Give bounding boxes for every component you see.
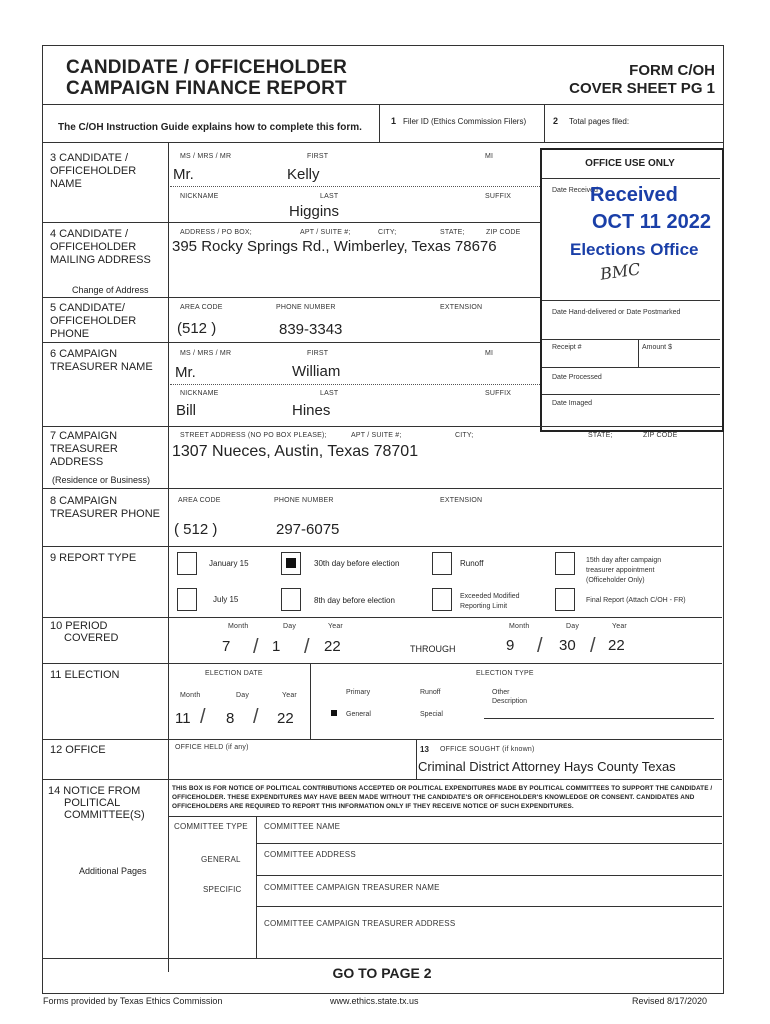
sec3-first-label: FIRST: [307, 153, 329, 160]
sec4-label: 4 CANDIDATE / OFFICEHOLDER MAILING ADDRESS: [50, 228, 151, 266]
sec10-from-day-label: Day: [283, 623, 297, 630]
sec7-label: 7 CAMPAIGN TREASURER ADDRESS: [50, 430, 118, 468]
treasurer-phone: 297-6075: [276, 521, 340, 538]
sec11-year-label: Year: [282, 692, 297, 699]
amount-label: Amount $: [642, 344, 672, 351]
period-to-year: 22: [608, 637, 625, 654]
office-use-title: OFFICE USE ONLY: [585, 158, 675, 169]
opt-exceeded-line1: Exceeded Modified: [460, 593, 520, 600]
filer-id-num: 1: [391, 116, 397, 126]
candidate-prefix: Mr.: [173, 166, 194, 183]
period-from-month: 7: [222, 638, 231, 655]
instruction-text: The C/OH Instruction Guide explains how to complete this form.: [58, 122, 362, 133]
election-day: 8: [226, 710, 235, 727]
sec10-label-line2: COVERED: [64, 632, 119, 644]
sec9-label: 9 REPORT TYPE: [50, 552, 137, 564]
sec10-to-month-label: Month: [509, 623, 530, 630]
sec3-suffix-label: SUFFIX: [485, 193, 512, 200]
checkbox-final[interactable]: [555, 588, 575, 611]
checkbox-15day[interactable]: [555, 552, 575, 575]
checkbox-jul15[interactable]: [177, 588, 197, 611]
go-to-page-2: GO TO PAGE 2: [332, 965, 432, 981]
period-to-month: 9: [506, 637, 515, 654]
committee-general: GENERAL: [201, 855, 241, 864]
election-general: General: [346, 711, 371, 718]
sec6-label: 6 CAMPAIGN TREASURER NAME: [50, 348, 153, 373]
sec14-label-line3: COMMITTEE(S): [64, 809, 145, 821]
committee-name-label: COMMITTEE NAME: [264, 822, 341, 831]
opt-jan15: January 15: [209, 559, 249, 568]
sec7-apt-label: APT / SUITE #;: [351, 432, 402, 439]
sec7-street-label: STREET ADDRESS (NO PO BOX PLEASE);: [180, 432, 327, 439]
change-of-address: Change of Address: [72, 285, 149, 295]
stamp-received: Received: [590, 184, 678, 206]
checkbox-30day-mark: [286, 558, 296, 568]
candidate-area-code: (512 ): [177, 320, 217, 337]
office-sought-value: Criminal District Attorney Hays County Texas: [418, 759, 676, 774]
sec10-from-year-label: Year: [328, 623, 343, 630]
through-label: THROUGH: [410, 644, 456, 654]
sec14-label-line2: POLITICAL: [64, 797, 121, 809]
committee-treasurer-name-label: COMMITTEE CAMPAIGN TREASURER NAME: [264, 883, 440, 892]
sec11-day-label: Day: [236, 692, 250, 699]
opt-exceeded-line2: Reporting Limit: [460, 603, 508, 610]
election-date-label: ELECTION DATE: [205, 670, 263, 677]
form-id: FORM C/OH: [629, 62, 715, 79]
candidate-phone: 839-3343: [279, 321, 343, 338]
opt-8day: 8th day before election: [314, 596, 395, 605]
filer-id-label: Filer ID (Ethics Commission Filers): [403, 117, 527, 126]
sec3-last-label: LAST: [320, 193, 339, 200]
opt-jul15: July 15: [213, 595, 239, 604]
election-runoff: Runoff: [420, 689, 441, 696]
sec8-label: 8 CAMPAIGN TREASURER PHONE: [50, 495, 161, 520]
opt-15day-line1: 15th day after campaign: [586, 557, 662, 564]
general-selected-mark: [331, 710, 337, 716]
opt-30day: 30th day before election: [314, 559, 400, 568]
sec7-zip-label: ZIP CODE: [643, 432, 678, 439]
period-from-day: 1: [272, 638, 281, 655]
sec6-mi-label: MI: [485, 350, 494, 357]
checkbox-jan15[interactable]: [177, 552, 197, 575]
office-held-label: OFFICE HELD (if any): [175, 744, 249, 751]
checkbox-runoff[interactable]: [432, 552, 452, 575]
sec4-state-label: STATE;: [440, 229, 465, 236]
election-special: Special: [420, 711, 443, 718]
sec8-area-label: AREA CODE: [178, 497, 221, 504]
office-sought-label: OFFICE SOUGHT (if known): [440, 746, 535, 753]
sec11-label: 11 ELECTION: [50, 669, 120, 681]
treasurer-nickname: Bill: [176, 402, 197, 419]
sec5-area-label: AREA CODE: [180, 304, 223, 311]
candidate-address: 395 Rocky Springs Rd., Wimberley, Texas 78676: [172, 238, 497, 255]
election-type-label: ELECTION TYPE: [476, 670, 534, 677]
sec13-num: 13: [420, 745, 429, 754]
residence-or-business: (Residence or Business): [52, 475, 151, 485]
stamp-office: Elections Office: [570, 240, 699, 259]
sec6-first-label: FIRST: [307, 350, 329, 357]
sec6-nickname-label: NICKNAME: [180, 390, 219, 397]
sec3-mi-label: MI: [485, 153, 494, 160]
pages-label: Total pages filed:: [569, 117, 630, 126]
sec10-from-month-label: Month: [228, 623, 249, 630]
opt-runoff: Runoff: [460, 559, 484, 568]
election-other-line2: Description: [492, 698, 528, 705]
checkbox-exceeded[interactable]: [432, 588, 452, 611]
sec3-prefix-label: MS / MRS / MR: [180, 153, 232, 160]
sec3-label: 3 CANDIDATE / OFFICEHOLDER NAME: [50, 152, 137, 190]
sec3-nickname-label: NICKNAME: [180, 193, 219, 200]
committee-type-label: COMMITTEE TYPE: [174, 822, 248, 831]
cover-sheet-label: COVER SHEET PG 1: [569, 80, 715, 97]
sec14-label-line1: 14 NOTICE FROM: [48, 785, 141, 797]
sec7-city-label: CITY;: [455, 432, 474, 439]
committee-treasurer-address-label: COMMITTEE CAMPAIGN TREASURER ADDRESS: [264, 919, 456, 928]
initials-signature: BMC: [598, 259, 642, 284]
committee-specific: SPECIFIC: [203, 885, 242, 894]
political-committee-notice: THIS BOX IS FOR NOTICE OF POLITICAL CONTRIBUTIONS ACCEPTED OR POLITICAL EXPENDITURES MADE BY POLITICAL COMMITTEES TO SUPPORT THE CANDIDATE / OFFICEHOLDER. THESE EXPENDITURES MAY HAVE BEEN MADE WITHOUT THE CANDIDATE'S OR OFFICEHOLDER'S KNOWLEDGE OR CONSENT. CANDIDATES AND OFFICEHOLDERS ARE REQUIRED TO REPORT THIS INFORMATION ONLY IF THEY RECEIVE NOTICE OF SUCH EXPENDITURES.: [172, 785, 713, 810]
sec12-label: 12 OFFICE: [50, 744, 106, 756]
election-month: 11: [175, 710, 191, 727]
sec6-prefix-label: MS / MRS / MR: [180, 350, 232, 357]
sec7-state-label: STATE;: [588, 432, 613, 439]
forms-provided: Forms provided by Texas Ethics Commission: [43, 996, 223, 1006]
imaged-label: Date Imaged: [552, 400, 593, 407]
opt-15day-line3: (Officeholder Only): [586, 577, 645, 584]
checkbox-8day[interactable]: [281, 588, 301, 611]
additional-pages-label: Additional Pages: [79, 866, 147, 876]
sec6-suffix-label: SUFFIX: [485, 390, 512, 397]
processed-label: Date Processed: [552, 374, 602, 381]
sec4-zip-label: ZIP CODE: [486, 229, 521, 236]
pages-num: 2: [553, 116, 559, 126]
sec8-phone-label: PHONE NUMBER: [274, 497, 334, 504]
treasurer-first-name: William: [292, 363, 341, 380]
date-received-label: Date Received: [552, 187, 598, 194]
form-title-line1: CANDIDATE / OFFICEHOLDER: [66, 57, 347, 78]
sec10-label-line1: 10 PERIOD: [50, 620, 108, 632]
hand-delivered-label: Date Hand-delivered or Date Postmarked: [552, 309, 681, 316]
receipt-label: Receipt #: [552, 344, 582, 351]
treasurer-prefix: Mr.: [175, 364, 196, 381]
sec6-last-label: LAST: [320, 390, 339, 397]
opt-final: Final Report (Attach C/OH - FR): [586, 597, 686, 604]
election-year: 22: [277, 710, 294, 727]
sec10-to-year-label: Year: [612, 623, 627, 630]
sec11-month-label: Month: [180, 692, 201, 699]
sec5-ext-label: EXTENSION: [440, 304, 483, 311]
election-other-line1: Other: [492, 689, 510, 696]
sec8-ext-label: EXTENSION: [440, 497, 483, 504]
sec4-address-label: ADDRESS / PO BOX;: [180, 229, 252, 236]
sec5-label: 5 CANDIDATE/ OFFICEHOLDER PHONE: [50, 302, 137, 340]
treasurer-last-name: Hines: [292, 402, 331, 419]
sec4-apt-label: APT / SUITE #;: [300, 229, 351, 236]
period-to-day: 30: [559, 637, 576, 654]
sec10-to-day-label: Day: [566, 623, 580, 630]
election-primary: Primary: [346, 689, 371, 696]
committee-address-label: COMMITTEE ADDRESS: [264, 850, 356, 859]
sec4-city-label: CITY;: [378, 229, 397, 236]
candidate-last-name: Higgins: [289, 203, 340, 220]
candidate-first-name: Kelly: [287, 166, 320, 183]
opt-15day-line2: treasurer appointment: [586, 567, 655, 574]
stamp-date: OCT 11 2022: [592, 211, 711, 233]
treasurer-address: 1307 Nueces, Austin, Texas 78701: [172, 443, 419, 460]
sec5-phone-label: PHONE NUMBER: [276, 304, 336, 311]
ethics-url[interactable]: www.ethics.state.tx.us: [330, 996, 419, 1006]
period-from-year: 22: [324, 638, 341, 655]
revised-date: Revised 8/17/2020: [632, 996, 708, 1006]
form-title-line2: CAMPAIGN FINANCE REPORT: [66, 78, 347, 99]
treasurer-area-code: ( 512 ): [174, 521, 218, 538]
